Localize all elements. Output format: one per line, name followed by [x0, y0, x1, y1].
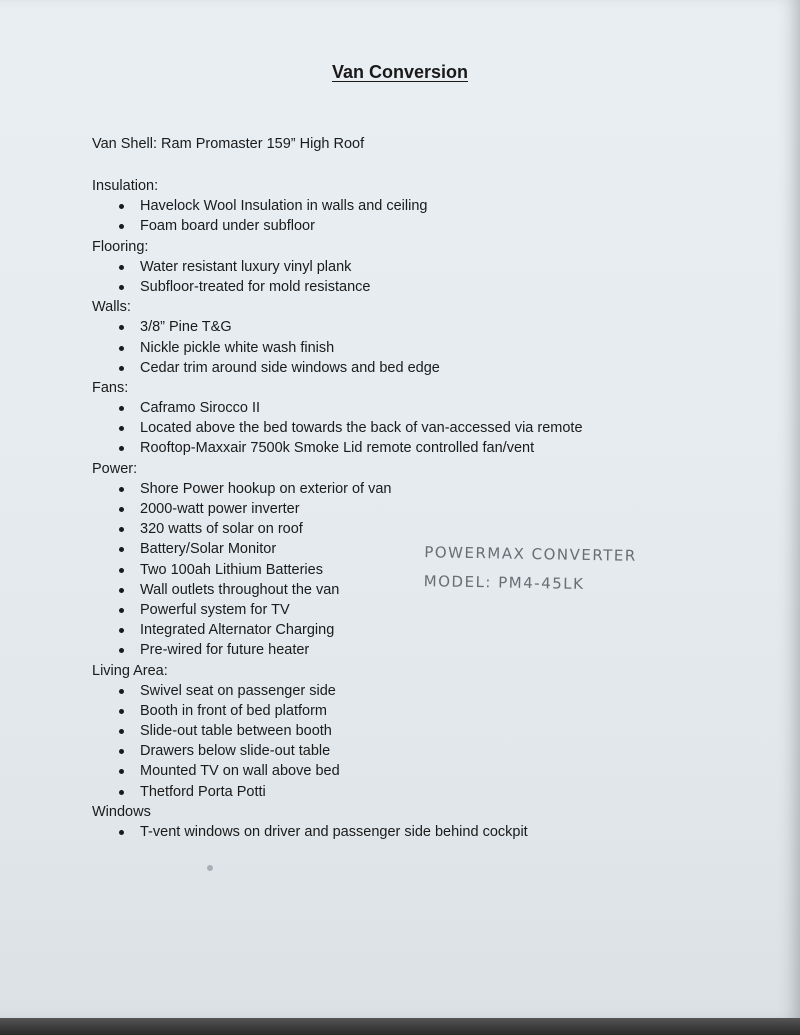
list-item: [92, 277, 712, 297]
section-list: [92, 196, 712, 236]
section-label: Windows: [92, 803, 151, 820]
list-item-text: 3/8” Pine T&G: [140, 319, 232, 336]
bullet-icon: [119, 527, 124, 532]
bullet-icon: [119, 346, 124, 351]
list-item: [92, 620, 712, 640]
list-item-text: Havelock Wool Insulation in walls and ceiling: [140, 198, 428, 215]
list-item: [92, 418, 712, 438]
list-item: [92, 499, 712, 519]
list-item-text: Caframo Sirocco II: [140, 400, 261, 417]
section-label: Flooring:: [92, 238, 149, 255]
list-item-text: Powerful system for TV: [140, 601, 290, 618]
list-item-text: Nickle pickle white wash finish: [140, 339, 335, 356]
list-item-text: Water resistant luxury vinyl plank: [140, 258, 352, 275]
list-item-text: Pre-wired for future heater: [140, 642, 310, 659]
list-item-text: Rooftop-Maxxair 7500k Smoke Lid remote controlled fan/vent: [140, 440, 535, 457]
bullet-icon: [119, 487, 124, 492]
list-item-text: Wall outlets throughout the van: [140, 581, 340, 598]
list-item: [92, 761, 712, 781]
list-item-text: Subfloor-treated for mold resistance: [140, 278, 371, 295]
list-item-text: Cedar trim around side windows and bed edge: [140, 359, 440, 376]
bullet-icon: [119, 689, 124, 694]
bullet-icon: [119, 608, 124, 613]
section-list: [92, 822, 712, 842]
section-list: [92, 681, 712, 802]
list-item: [92, 681, 712, 701]
list-item-text: Drawers below slide-out table: [140, 743, 331, 760]
list-item-text: Located above the bed towards the back of van-accessed via remote: [140, 420, 583, 437]
bullet-icon: [119, 426, 124, 431]
section-list: [92, 257, 712, 297]
list-item: [92, 216, 712, 236]
list-item-text: Shore Power hookup on exterior of van: [140, 480, 392, 497]
list-item: [92, 398, 712, 418]
section-label: Power:: [92, 460, 138, 477]
section-label: Fans:: [92, 379, 129, 396]
bullet-icon: [119, 366, 124, 371]
list-item: [92, 196, 712, 216]
list-item: [92, 701, 712, 721]
list-item: [92, 257, 712, 277]
list-item: [92, 338, 712, 358]
section-list: [92, 317, 712, 378]
bullet-icon: [119, 507, 124, 512]
bullet-icon: [119, 224, 124, 229]
list-item-text: Thetford Porta Potti: [140, 783, 266, 800]
van-shell-line: Van Shell: Ram Promaster 159” High Roof: [92, 136, 365, 152]
bullet-icon: [119, 568, 124, 573]
list-item-text: Two 100ah Lithium Batteries: [140, 561, 323, 578]
list-item: [92, 721, 712, 741]
bullet-icon: [119, 729, 124, 734]
page-title: Van Conversion: [331, 62, 469, 82]
bullet-icon: [119, 648, 124, 653]
section-label: Walls:: [92, 299, 131, 316]
list-item: [92, 358, 712, 378]
bullet-icon: [119, 547, 124, 552]
bullet-icon: [119, 265, 124, 270]
section-label: Insulation:: [92, 178, 159, 194]
bullet-icon: [119, 790, 124, 795]
handwritten-note-line-2: MODEL: PM4-45LK: [423, 572, 585, 593]
paper-mark: [207, 865, 213, 871]
list-item-text: 320 watts of solar on roof: [140, 521, 303, 538]
list-item: [92, 479, 712, 499]
bullet-icon: [119, 749, 124, 754]
bullet-icon: [119, 588, 124, 593]
list-item: [92, 519, 712, 539]
bullet-icon: [119, 628, 124, 633]
section-list: [92, 398, 712, 459]
list-item: [92, 782, 712, 802]
list-item: [92, 640, 712, 660]
list-item: [92, 317, 712, 337]
list-item-text: T-vent windows on driver and passenger side behind cockpit: [140, 824, 528, 840]
spec-sections: [92, 176, 712, 842]
list-item-text: Booth in front of bed platform: [140, 702, 327, 719]
table-surface: [0, 1018, 800, 1035]
bullet-icon: [119, 830, 124, 835]
bullet-icon: [119, 769, 124, 774]
list-item-text: Battery/Solar Monitor: [140, 541, 277, 558]
bullet-icon: [119, 709, 124, 714]
list-item: [92, 741, 712, 761]
list-item-text: Foam board under subfloor: [140, 218, 315, 235]
list-item-text: Integrated Alternator Charging: [140, 622, 335, 639]
list-item-text: 2000-watt power inverter: [140, 501, 300, 517]
list-item-text: Slide-out table between booth: [140, 723, 332, 740]
handwritten-note: [424, 538, 637, 600]
list-item: [92, 600, 712, 620]
bullet-icon: [119, 325, 124, 330]
list-item-text: Swivel seat on passenger side: [140, 682, 336, 699]
bullet-icon: [119, 446, 124, 451]
section-label: Living Area:: [92, 662, 168, 679]
bullet-icon: [119, 204, 124, 209]
bullet-icon: [119, 406, 124, 411]
list-item: [92, 822, 712, 842]
list-item-text: Mounted TV on wall above bed: [140, 763, 340, 780]
handwritten-note-line-1: POWERMAX CONVERTER: [424, 543, 637, 565]
bullet-icon: [119, 285, 124, 290]
list-item: [92, 438, 712, 458]
